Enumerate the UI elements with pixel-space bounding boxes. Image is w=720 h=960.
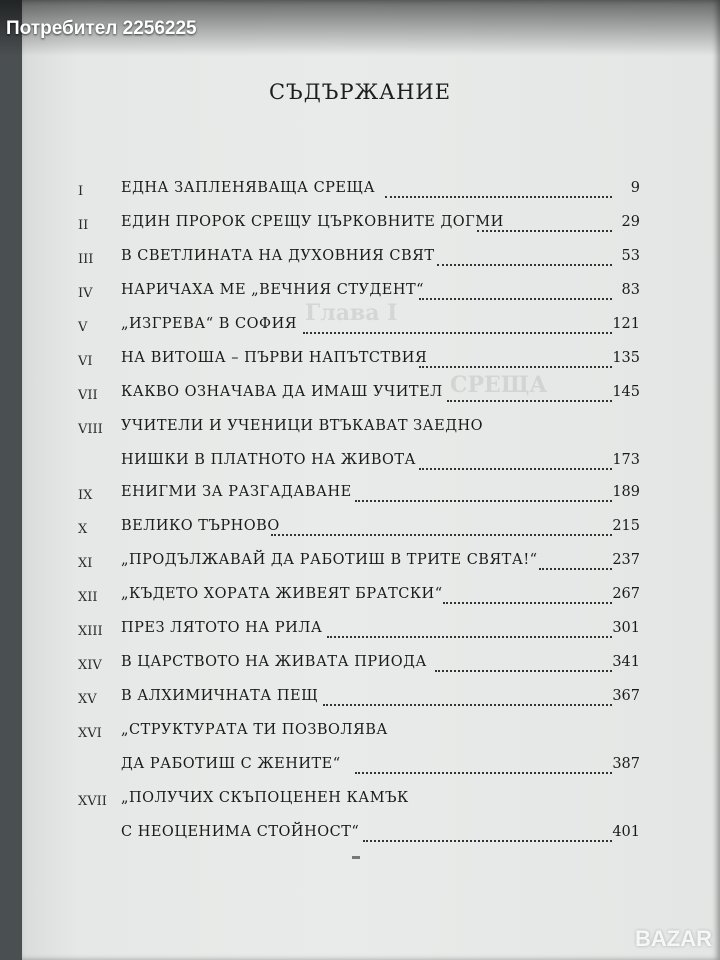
toc-entry <box>0 214 720 248</box>
chapter-number: VII <box>78 388 98 403</box>
dot-leader <box>419 366 612 368</box>
chapter-title-line <box>121 282 612 306</box>
toc-entry <box>0 620 720 654</box>
chapter-title: УЧИТЕЛИ И УЧЕНИЦИ ВТЪКАВАТ ЗАЕДНО <box>121 418 484 434</box>
chapter-title-line <box>121 790 612 814</box>
dot-leader <box>539 568 612 570</box>
page-number: 29 <box>621 214 640 230</box>
chapter-title-line <box>121 824 612 848</box>
toc-entry <box>0 248 720 282</box>
toc-entry <box>0 586 720 620</box>
page-number: 367 <box>612 688 640 704</box>
chapter-title: „ПРОДЪЛЖАВАЙ ДА РАБОТИШ В ТРИТЕ СВЯТА!“ <box>121 552 538 568</box>
toc-entry <box>0 518 720 552</box>
page-number: 215 <box>612 518 640 534</box>
dot-leader <box>323 704 612 706</box>
chapter-title: ЕДИН ПРОРОК СРЕЩУ ЦЪРКОВНИТЕ ДОГМИ <box>121 214 504 230</box>
page-mark <box>352 856 360 859</box>
page-number: 83 <box>621 282 640 298</box>
toc-entry <box>0 282 720 316</box>
chapter-number: XII <box>78 590 98 605</box>
chapter-number: XIII <box>78 624 103 639</box>
toc-entry <box>0 790 720 858</box>
chapter-title-line <box>121 518 612 542</box>
page-number: 145 <box>612 384 640 400</box>
page-number: 387 <box>612 756 640 772</box>
chapter-number: XV <box>78 692 97 707</box>
dot-leader <box>303 332 612 334</box>
chapter-title-line <box>121 214 612 238</box>
page-title: СЪДЪРЖАНИЕ <box>268 80 452 104</box>
chapter-number: VIII <box>78 422 103 437</box>
dot-leader <box>477 230 612 232</box>
dot-leader <box>355 772 612 774</box>
chapter-title-line <box>121 586 612 610</box>
dot-leader <box>327 636 612 638</box>
toc-entry <box>0 316 720 350</box>
chapter-title: ПРЕЗ ЛЯТОТО НА РИЛА <box>121 620 323 636</box>
dot-leader <box>419 298 612 300</box>
chapter-title-line <box>121 248 612 272</box>
toc-entry <box>0 384 720 418</box>
toc-entry <box>0 552 720 586</box>
chapter-title-line <box>121 756 612 780</box>
page-number: 267 <box>612 586 640 602</box>
dot-leader <box>385 196 612 198</box>
chapter-title: „КЪДЕТО ХОРАТА ЖИВЕЯТ БРАТСКИ“ <box>121 586 443 602</box>
page-number: 173 <box>612 452 640 468</box>
page-number: 53 <box>621 248 640 264</box>
dot-leader <box>271 534 612 536</box>
toc-entry <box>0 418 720 486</box>
chapter-title-line <box>121 452 612 476</box>
chapter-title-line <box>121 552 612 576</box>
dot-leader <box>419 468 612 470</box>
chapter-number: XVI <box>78 726 102 741</box>
chapter-title-line <box>121 722 612 746</box>
dot-leader <box>437 264 612 266</box>
page-number: 9 <box>630 180 640 196</box>
chapter-number: X <box>78 522 88 537</box>
bazar-logo: BAZAR <box>635 926 712 951</box>
chapter-title: ЕДНА ЗАПЛЕНЯВАЩА СРЕЩА <box>121 180 376 196</box>
toc-entry <box>0 350 720 384</box>
chapter-title-line <box>121 384 612 408</box>
chapter-title-line <box>121 484 612 508</box>
chapter-title-line <box>121 654 612 678</box>
toc-entry <box>0 484 720 518</box>
page-number: 135 <box>612 350 640 366</box>
chapter-number: IV <box>78 286 93 301</box>
page-number: 121 <box>612 316 640 332</box>
page-number: 401 <box>612 824 640 840</box>
chapter-title: ЕНИГМИ ЗА РАЗГАДАВАНЕ <box>121 484 352 500</box>
chapter-title: С НЕОЦЕНИМА СТОЙНОСТ“ <box>121 824 360 840</box>
chapter-title: В ЦАРСТВОТО НА ЖИВАТА ПРИОДА <box>121 654 427 670</box>
chapter-title: В АЛХИМИЧНАТА ПЕЩ <box>121 688 319 704</box>
chapter-title-line <box>121 350 612 374</box>
dot-leader <box>443 602 612 604</box>
chapter-number: VI <box>78 354 93 369</box>
chapter-title: НИШКИ В ПЛАТНОТО НА ЖИВОТА <box>121 452 417 468</box>
chapter-title: ДА РАБОТИШ С ЖЕНИТЕ“ <box>121 756 341 772</box>
dot-leader <box>355 500 612 502</box>
chapter-title: „СТРУКТУРАТА ТИ ПОЗВОЛЯВА <box>121 722 388 738</box>
chapter-title: „ПОЛУЧИХ СКЪПОЦЕНЕН КАМЪК <box>121 790 409 806</box>
chapter-title-line <box>121 688 612 712</box>
chapter-number: IX <box>78 488 93 503</box>
chapter-title: В СВЕТЛИНАТА НА ДУХОВНИЯ СВЯТ <box>121 248 435 264</box>
chapter-title: НАРИЧАХА МЕ „ВЕЧНИЯ СТУДЕНТ“ <box>121 282 425 298</box>
chapter-title-line <box>121 180 612 204</box>
toc-entry <box>0 654 720 688</box>
toc-entry <box>0 688 720 722</box>
page-number: 189 <box>612 484 640 500</box>
chapter-title: ВЕЛИКО ТЪРНОВО <box>121 518 280 534</box>
chapter-number: II <box>78 218 89 233</box>
dot-leader <box>435 670 612 672</box>
show-through-text: Глава I <box>305 300 398 326</box>
user-label[interactable]: Потребител 2256225 <box>6 18 197 39</box>
chapter-number: XI <box>78 556 93 571</box>
chapter-number: III <box>78 252 94 267</box>
dot-leader <box>447 400 612 402</box>
chapter-number: XVII <box>78 794 107 809</box>
chapter-number: XIV <box>78 658 102 673</box>
chapter-title-line <box>121 418 612 442</box>
chapter-title: „ИЗГРЕВА“ В СОФИЯ <box>121 316 297 332</box>
chapter-title-line <box>121 316 612 340</box>
show-through-text: СРЕЩА <box>450 372 548 398</box>
page-number: 237 <box>612 552 640 568</box>
page-number: 341 <box>612 654 640 670</box>
dot-leader <box>363 840 612 842</box>
chapter-number: V <box>78 320 88 335</box>
chapter-title: НА ВИТОША – ПЪРВИ НАПЪТСТВИЯ <box>121 350 428 366</box>
page-number: 301 <box>612 620 640 636</box>
toc-entry <box>0 180 720 214</box>
toc-entry <box>0 722 720 790</box>
chapter-title-line <box>121 620 612 644</box>
chapter-number: I <box>78 184 84 199</box>
chapter-title: КАКВО ОЗНАЧАВА ДА ИМАШ УЧИТЕЛ <box>121 384 443 400</box>
